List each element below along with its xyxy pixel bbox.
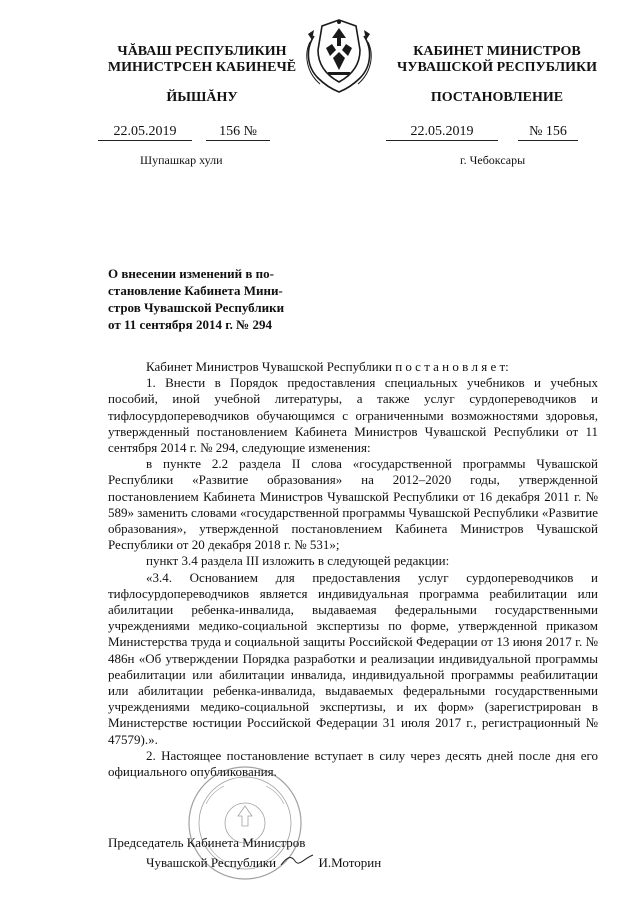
header-right-line1: КАБИНЕТ МИНИСТРОВ — [413, 44, 581, 59]
header-right — [392, 44, 602, 76]
signature-title-line1: Председатель Кабинета Министров — [108, 835, 306, 850]
resolution-body — [108, 359, 598, 780]
body-paragraph-4: «3.4. Основанием для предоставления услуг сурдопереводчиков и тифлосурдопереводчиков является индивидуальная программа реабилитации или абилитации ребенка-инвалида, выдаваемая федеральными государственными учреждениями медико-социальной экспертизы по форме, утвержденной приказом Министерства труда и социальной защиты Российской Федерации от 13 июня 2017 г. № 486н «Об утверждении Порядка разработки и реализации индивидуальной программы реабилитации или абилитации инвалида, индивидуальной программы реабилитации или абилитации ребенка-инвалида, выдаваемых федеральными государственными учреждениями медико-социальной экспертизы, и их форм» (зарегистрирован в Министерстве юстиции Российской Федерации 31 июля 2017 г., регистрационный № 47579).». — [108, 569, 598, 747]
body-intro: Кабинет Министров Чувашской Республики п о с т а н о в л я е т: — [146, 359, 509, 374]
signatory-name: И.Моторин — [318, 855, 382, 870]
body-paragraph-2: в пункте 2.2 раздела II слова «государственной программы Чувашской Республики «Развитие образования» на 2012–2020 годы, утвержденной постановлением Кабинета Министров Чувашской Республики от 16 декабря 2011 г. № 589» заменить словами «государственной программы Чувашской Республики «Развитие образования», утвержденной постановлением Кабинета Министров Чувашской Республики от 20 декабря 2018 г. № 531»; — [108, 456, 598, 553]
header-right-line2: ЧУВАШСКОЙ РЕСПУБЛИКИ — [396, 60, 598, 75]
left-date: 22.05.2019 — [98, 124, 192, 141]
body-paragraph-1: 1. Внести в Порядок предоставления специальных учебников и учебных пособий, иной учебной литературы, а также услуг сурдопереводчиков и тифлосурдопереводчиков обучающимся с ограниченными возможностями здоровья, утвержденный постановлением Кабинета Министров Чувашской Республики от 11 сентября 2014 г. № 294, следующие изменения: — [108, 375, 598, 456]
header-left — [96, 44, 308, 76]
header-left-line2: МИНИСТРСЕН КАБИНЕЧĔ — [107, 60, 297, 75]
signature-block — [108, 834, 381, 871]
coat-of-arms-icon — [300, 14, 378, 96]
resolution-subject — [108, 265, 306, 333]
header-left-line1: ЧĂВАШ РЕСПУБЛИКИН — [117, 44, 287, 59]
subject-line1: О внесении изменений в по- — [108, 266, 274, 281]
signature-title-org: Чувашской Республики — [146, 855, 277, 870]
subject-line3: стров Чувашской Республики — [108, 300, 285, 315]
left-number: 156 № — [206, 124, 270, 141]
doc-type-left: ЙЫШĂНУ — [166, 90, 238, 105]
signature-title-line2 — [108, 851, 381, 871]
right-number: № 156 — [518, 124, 578, 141]
subject-line2: становление Кабинета Мини- — [108, 283, 283, 298]
doc-type-right: ПОСТАНОВЛЕНИЕ — [430, 90, 564, 105]
left-place: Шупашкар хули — [140, 153, 223, 167]
subject-line4: от 11 сентября 2014 г. № 294 — [108, 317, 272, 332]
right-date: 22.05.2019 — [386, 124, 498, 141]
right-place: г. Чебоксары — [460, 153, 526, 167]
body-paragraph-3: пункт 3.4 раздела III изложить в следующей редакции: — [146, 553, 450, 569]
body-paragraph-5: 2. Настоящее постановление вступает в силу через десять дней после дня его официального опубликования. — [108, 747, 598, 780]
signature-mark — [279, 853, 315, 873]
